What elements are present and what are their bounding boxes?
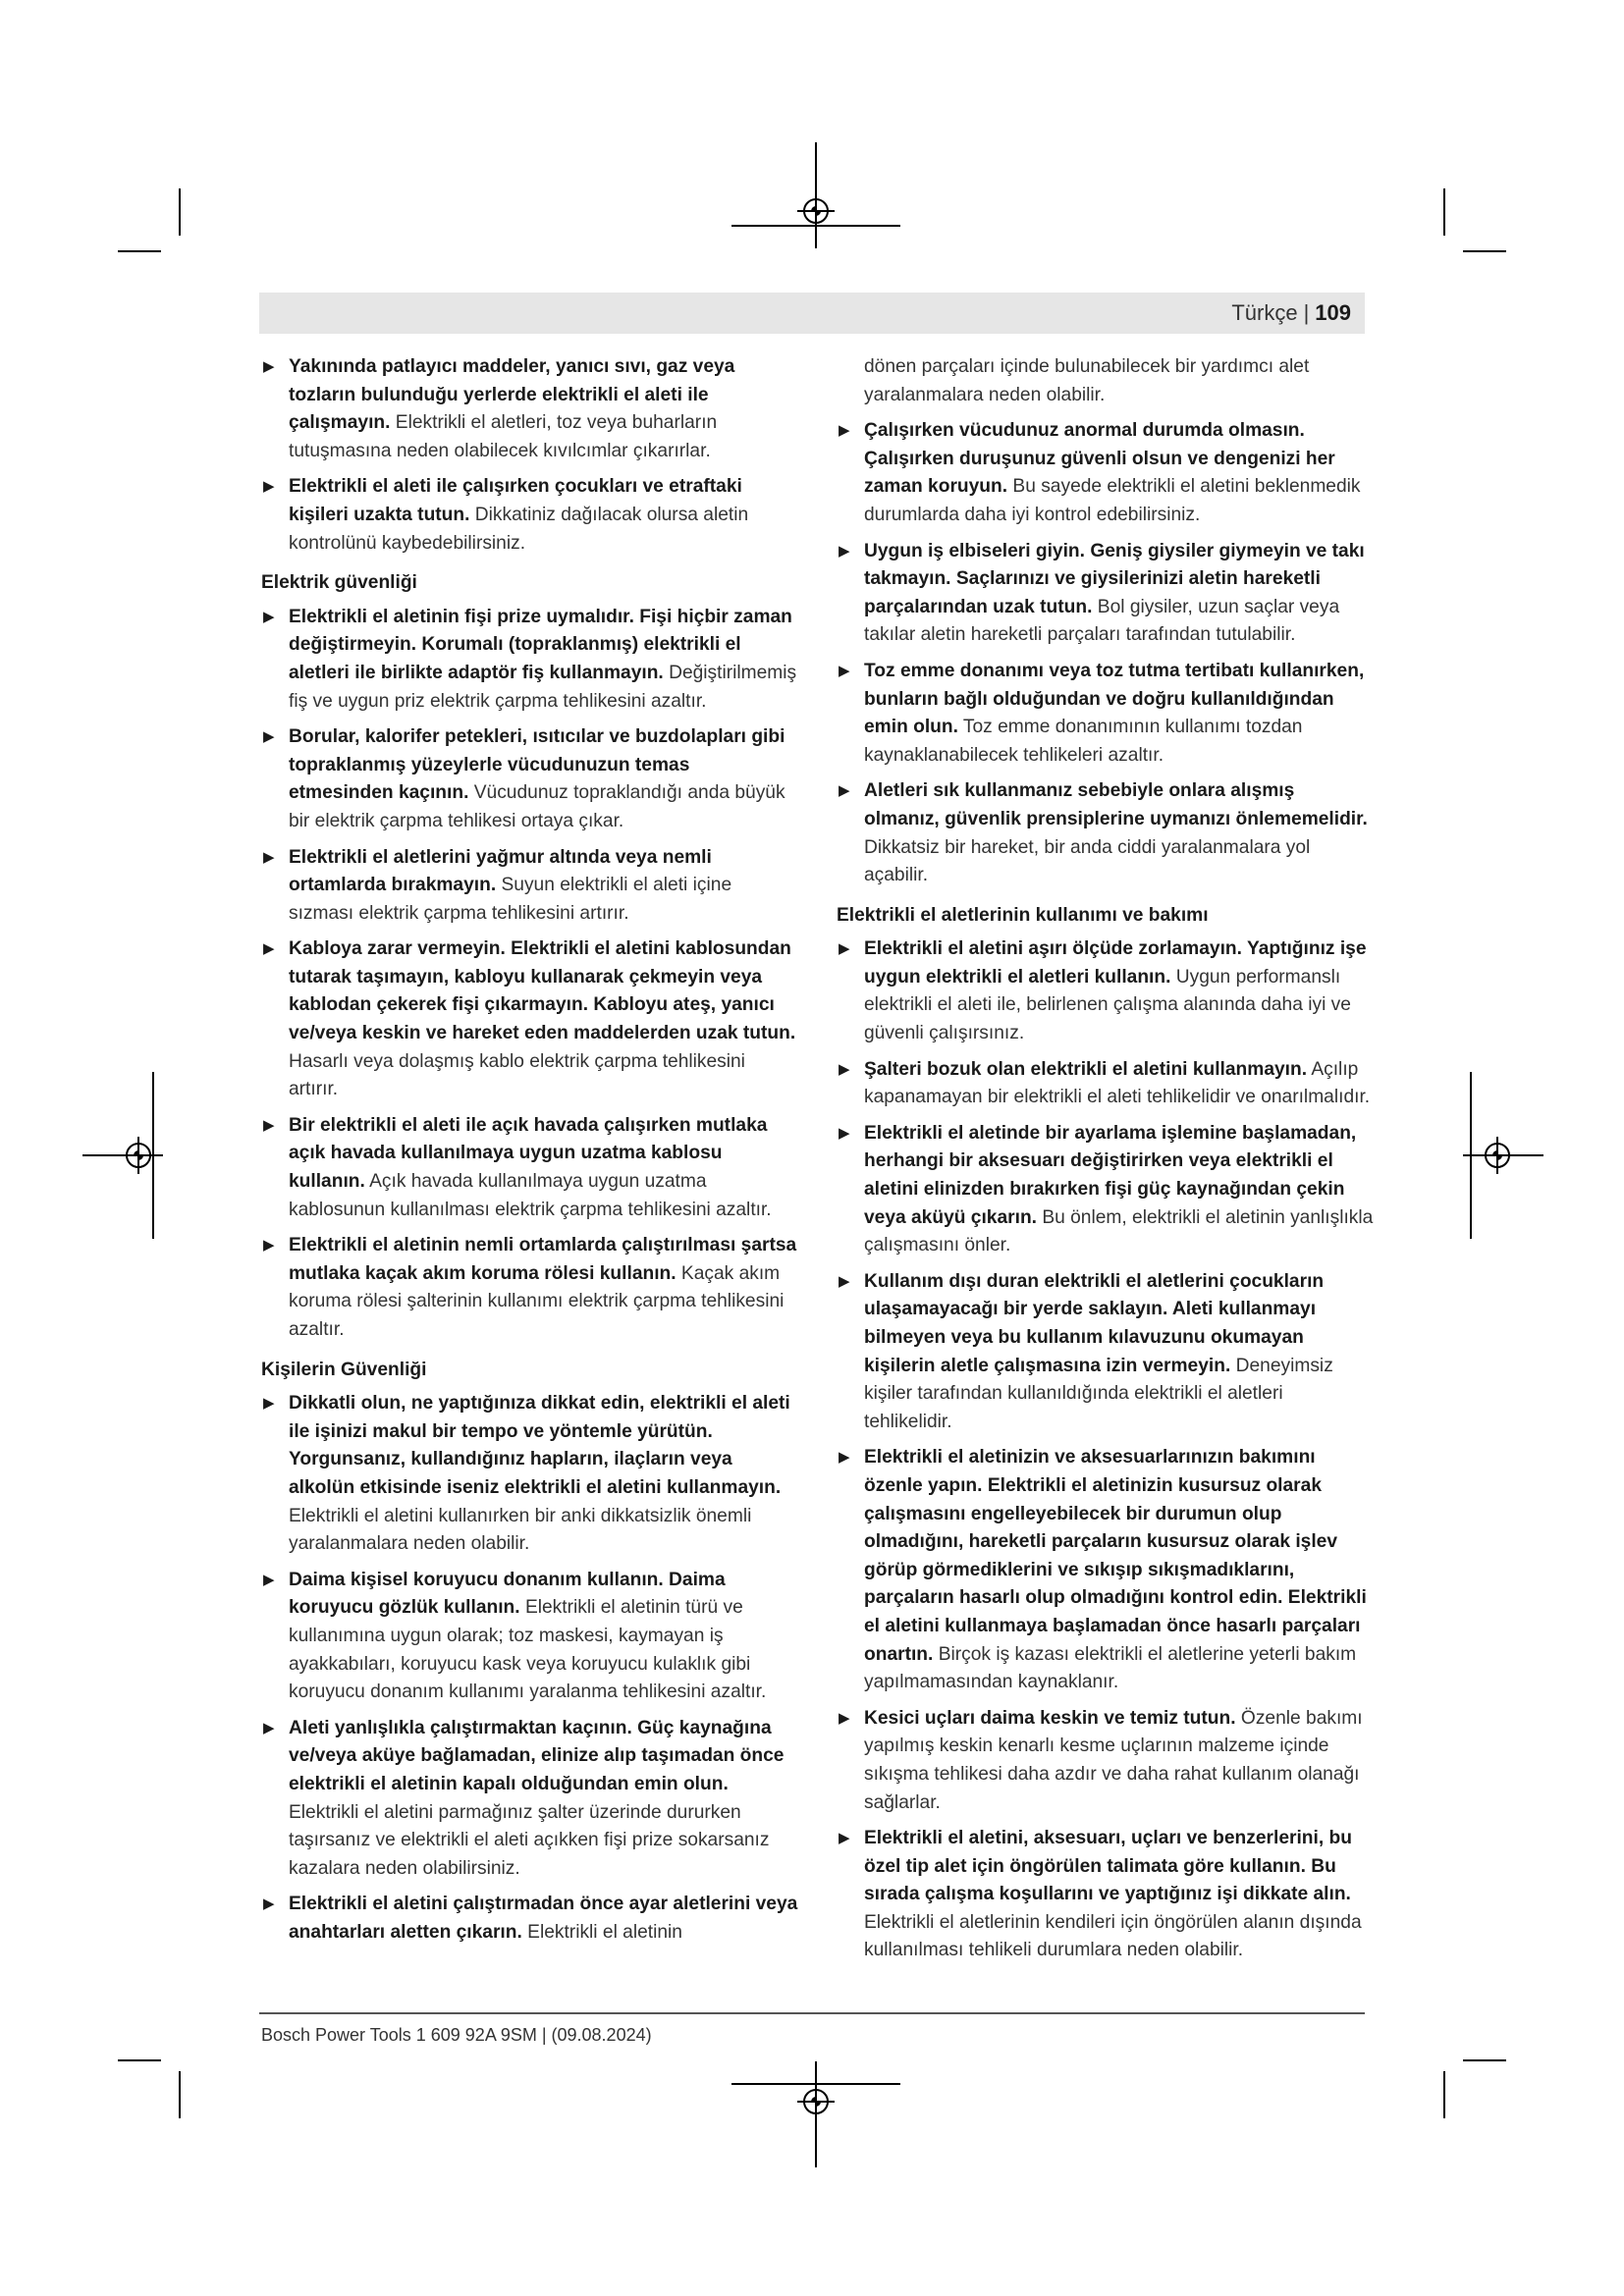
safety-item-emphasis: Elektrikli el aleti ile çalışırken çocukları ve etraftaki kişileri uzakta tutun. <box>289 476 742 525</box>
safety-item-emphasis: Aleti yanlışlıkla çalıştırmaktan kaçının. Güç kaynağına ve/veya aküye bağlamadan, elinize alıp taşımadan önce elektrikli el aletinin kapalı olduğundan emin olun. <box>289 1717 785 1794</box>
bullet-arrow-icon: ▶ <box>839 1449 850 1467</box>
safety-item <box>837 1825 1375 1965</box>
safety-item <box>837 935 1375 1047</box>
left-column <box>261 353 799 1954</box>
bullet-arrow-icon: ▶ <box>263 358 275 375</box>
registration-mark-icon <box>803 198 829 224</box>
safety-item-text: Uygun performanslı elektrikli el aleti ile, belirlenen çalışma alanında daha iyi ve güvenli çalışırsınız. <box>864 966 1351 1044</box>
page-number: 109 <box>1315 300 1351 325</box>
safety-item-emphasis: Çalışırken vücudunuz anormal durumda olmasın. Çalışırken duruşunuz güvenli olsun ve dengenizi her zaman koruyun. <box>864 420 1335 498</box>
bullet-arrow-icon: ▶ <box>839 940 850 958</box>
safety-item <box>261 1112 799 1224</box>
footer-rule <box>259 2012 1365 2014</box>
section-heading: Kişilerin Güvenliği <box>261 1359 427 1380</box>
safety-item-emphasis: Elektrikli el aletini çalıştırmadan önce ayar aletlerini veya anahtarları aletten çıkarın. <box>289 1894 798 1943</box>
bullet-arrow-icon: ▶ <box>263 608 275 625</box>
bullet-arrow-icon: ▶ <box>263 1896 275 1913</box>
crop-mark <box>179 188 181 236</box>
footer-text: Bosch Power Tools 1 609 92A 9SM | (09.08.2024) <box>261 2025 652 2045</box>
bullet-arrow-icon: ▶ <box>839 782 850 800</box>
safety-item-emphasis: Dikkatli olun, ne yaptığınıza dikkat edin, elektrikli el aleti ile işinizi makul bir tempo ve yöntemle yürütün. Yorgunsanız, kullandığınız hapların, ilaçların veya alkolün etkisinde iseniz elektrikli el aletini kullanmayın. <box>289 1393 790 1498</box>
safety-item-text: Hasarlı veya dolaşmış kablo elektrik çarpma tehlikesini artırır. <box>289 1050 745 1100</box>
safety-item-emphasis: Elektrikli el aletini, aksesuarı, uçları ve benzerlerini, bu özel tip alet için öngörülen talimata göre kullanın. Bu sırada çalışma koşullarını ve yaptığınız işi dikkate alın. <box>864 1828 1352 1905</box>
bullet-arrow-icon: ▶ <box>839 1124 850 1142</box>
safety-item-emphasis: Kesici uçları daima keskin ve temiz tutun. <box>864 1707 1236 1729</box>
bullet-arrow-icon: ▶ <box>839 1060 850 1078</box>
bullet-arrow-icon: ▶ <box>839 1830 850 1847</box>
safety-item-text: Dikkatsiz bir hareket, bir anda ciddi yaralanmalara yol açabilir. <box>864 836 1311 886</box>
safety-item <box>837 538 1375 650</box>
right-column <box>837 353 1375 1973</box>
crop-mark <box>1463 2059 1506 2061</box>
crop-mark <box>179 2071 181 2118</box>
bullet-arrow-icon: ▶ <box>263 1116 275 1134</box>
safety-item-emphasis: Toz emme donanımı veya toz tutma tertibatı kullanırken, bunların bağlı olduğundan ve doğru kullanıldığından emin olun. <box>864 660 1365 738</box>
safety-item-emphasis: Borular, kalorifer petekleri, ısıtıcılar ve buzdolapları gibi topraklanmış yüzeylerle vücudunuzun temas etmesinden kaçının. <box>289 726 785 804</box>
bullet-arrow-icon: ▶ <box>263 728 275 746</box>
safety-item-emphasis: Elektrikli el aletinde bir ayarlama işlemine başlamadan, herhangi bir aksesuarı değiştirirken veya elektrikli el aletini elinizden bırakırken fişi güç kaynağından çekin veya aküyü çıkarın. <box>864 1122 1357 1228</box>
safety-item-emphasis: Elektrikli el aletlerini yağmur altında veya nemli ortamlarda bırakmayın. <box>289 846 712 896</box>
safety-item-text: Bu önlem, elektrikli el aletinin yanlışlıkla çalışmasını önler. <box>864 1206 1374 1256</box>
header-separator: | <box>1303 300 1310 325</box>
safety-item <box>837 417 1375 529</box>
safety-item-text: Toz emme donanımının kullanımı tozdan kaynaklanabilecek tehlikeleri azaltır. <box>864 717 1303 766</box>
bullet-arrow-icon: ▶ <box>839 542 850 560</box>
safety-item-text: Bol giysiler, uzun saçlar veya takılar aletin hareketli parçaları tarafından tutulabilir. <box>864 596 1340 646</box>
safety-item <box>261 1567 799 1707</box>
safety-item <box>837 658 1375 770</box>
bullet-arrow-icon: ▶ <box>839 422 850 440</box>
safety-item <box>837 1444 1375 1696</box>
safety-item-text: Bu sayede elektrikli el aletini beklenmedik durumlarda daha iyi kontrol edebilirsiniz. <box>864 476 1361 525</box>
safety-item <box>261 844 799 929</box>
safety-item-emphasis: Elektrikli el aletinizin ve aksesuarlarınızın bakımını özenle yapın. Elektrikli el aletinizin kusursuz olarak çalışmasını engelleyebilecek bir durumun olup olmadığını, hareketli parçaların kusursuz olarak işlev görüp görmediklerini ve sıkışıp sıkışmadıklarını, parçaların hasarlı olup olmadığını kontrol edin. Elektrikli el aletini kullanmaya başlamadan önce hasarlı parçaları onartın. <box>864 1447 1367 1665</box>
bullet-arrow-icon: ▶ <box>263 848 275 866</box>
safety-item <box>261 935 799 1104</box>
safety-item <box>261 1232 799 1344</box>
safety-item-text: Elektrikli el aletini kullanırken bir anki dikkatsizlik önemli yaralanmalara neden olabilir. <box>289 1505 752 1555</box>
safety-item-text: Açılıp kapanamayan bir elektrikli el aleti tehlikelidir ve onarılmalıdır. <box>864 1058 1371 1108</box>
safety-item <box>837 777 1375 889</box>
safety-item <box>837 1120 1375 1260</box>
header-text <box>1231 298 1351 328</box>
safety-item-text: Elektrikli el aletini parmağınız şalter üzerinde dururken taşırsanız ve elektrikli el aleti açıkken fişi prize sokarsanız kazalara neden olabilirsiniz. <box>289 1801 770 1879</box>
safety-item-text: Kaçak akım koruma rölesi şalterinin kullanımı elektrik çarpma tehlikesini azaltır. <box>289 1262 785 1340</box>
safety-item-emphasis: Kabloya zarar vermeyin. Elektrikli el aletini kablosundan tutarak taşımayın, kabloyu kullanarak çekmeyin veya kablodan çekerek fişi çıkarmayın. Kabloyu ateş, yanıcı ve/veya keskin ve hareket eden maddelerden uzak tutun. <box>289 938 796 1044</box>
crop-mark <box>118 250 161 252</box>
bullet-arrow-icon: ▶ <box>263 1237 275 1255</box>
bullet-arrow-icon: ▶ <box>263 478 275 496</box>
safety-item-emphasis: Daima kişisel koruyucu donanım kullanın. Daima koruyucu gözlük kullanın. <box>289 1569 726 1619</box>
safety-item-text: Birçok iş kazası elektrikli el aletlerine yeterli bakım yapılmamasından kaynaklanır. <box>864 1643 1357 1693</box>
safety-item <box>261 723 799 835</box>
page-header <box>259 293 1365 334</box>
safety-item-emphasis: Aletleri sık kullanmanız sebebiyle onlara alışmış olmanız, güvenlik prensiplerine uymanızı önlememelidir. <box>864 780 1368 829</box>
header-language: Türkçe <box>1231 300 1298 325</box>
safety-item-text: Değiştirilmemiş fiş ve uygun priz elektrik çarpma tehlikesini azaltır. <box>289 662 797 712</box>
safety-item-text: Elektrikli el aletinin türü ve kullanımına uygun olarak; toz maskesi, kaymayan iş ayakkabıları, koruyucu kask veya koruyucu kulaklık gibi koruyucu donanım kullanımı yaralanma tehlikesini azaltır. <box>289 1597 767 1703</box>
safety-item <box>261 353 799 465</box>
safety-item-emphasis: Elektrikli el aletinin nemli ortamlarda çalıştırılması şartsa mutlaka kaçak akım koruma rölesi kullanın. <box>289 1235 797 1284</box>
bullet-arrow-icon: ▶ <box>839 1272 850 1290</box>
crop-mark <box>118 2059 161 2061</box>
bullet-arrow-icon: ▶ <box>839 1709 850 1727</box>
safety-item-text: Özenle bakımı yapılmış keskin kenarlı kesme uçlarının malzeme içinde sıkışma tehlikesi daha azdır ve daha rahat kullanım olanağı sağlarlar. <box>864 1707 1363 1813</box>
bullet-arrow-icon: ▶ <box>839 662 850 679</box>
registration-mark-icon <box>126 1143 151 1168</box>
safety-item <box>261 604 799 716</box>
safety-item-text: Dikkatiniz dağılacak olursa aletin kontrolünü kaybedebilirsiniz. <box>289 504 749 554</box>
safety-item <box>837 1056 1375 1112</box>
safety-item-emphasis: Elektrikli el aletinin fişi prize uymalıdır. Fişi hiçbir zaman değiştirmeyin. Korumalı (topraklanmış) elektrikli el aletleri ile birlikte adaptör fiş kullanmayın. <box>289 606 792 683</box>
safety-item-text: Suyun elektrikli el aleti içine sızması elektrik çarpma tehlikesini artırır. <box>289 875 732 924</box>
crop-mark <box>1443 2071 1445 2118</box>
safety-item <box>837 1268 1375 1437</box>
crop-mark <box>1443 188 1445 236</box>
safety-item-text: Açık havada kullanılmaya uygun uzatma kablosunun kullanılması elektrik çarpma tehlikesini azaltır. <box>289 1171 772 1220</box>
section-heading: Elektrikli el aletlerinin kullanımı ve bakımı <box>837 904 1209 926</box>
safety-item-emphasis: Bir elektrikli el aleti ile açık havada çalışırken mutlaka açık havada kullanılmaya uygun uzatma kablosu kullanın. <box>289 1114 768 1193</box>
crop-mark <box>1463 250 1506 252</box>
section-heading: Elektrik güvenliği <box>261 572 417 594</box>
continued-text: dönen parçaları içinde bulunabilecek bir yardımcı alet yaralanmalara neden olabilir. <box>864 356 1310 405</box>
safety-item-emphasis: Yakınında patlayıcı maddeler, yanıcı sıvı, gaz veya tozların bulunduğu yerlerde elektrikli el aleti ile çalışmayın. <box>289 356 735 434</box>
registration-mark-icon <box>1485 1143 1510 1168</box>
safety-item <box>261 1715 799 1884</box>
bullet-arrow-icon: ▶ <box>263 940 275 958</box>
safety-item-text: Elektrikli el aletleri, toz veya buharların tutuşmasına neden olabilecek kıvılcımlar çıkarırlar. <box>289 412 718 461</box>
safety-item-text: Elektrikli el aletlerinin kendileri için öngörülen alanın dışında kullanılması tehlikeli durumlara neden olabilir. <box>864 1911 1362 1961</box>
bullet-arrow-icon: ▶ <box>263 1395 275 1413</box>
safety-item <box>261 473 799 558</box>
safety-item-text: Vücudunuz topraklandığı anda büyük bir elektrik çarpma tehlikesi ortaya çıkar. <box>289 782 785 831</box>
registration-mark-icon <box>803 2089 829 2114</box>
safety-item-emphasis: Kullanım dışı duran elektrikli el aletlerini çocukların ulaşamayacağı bir yerde saklayın. Aleti kullanmayı bilmeyen veya bu kullanım kılavuzunu okumayan kişilerin aletle çalışmasına izin vermeyin. <box>864 1270 1325 1376</box>
registration-line <box>1470 1072 1472 1239</box>
safety-item <box>837 1705 1375 1817</box>
safety-item-emphasis: Elektrikli el aletini aşırı ölçüde zorlamayın. Yaptığınız işe uygun elektrikli el aletleri kullanın. <box>864 938 1367 988</box>
bullet-arrow-icon: ▶ <box>263 1571 275 1588</box>
safety-item <box>261 1390 799 1559</box>
bullet-arrow-icon: ▶ <box>263 1719 275 1736</box>
safety-item <box>261 1891 799 1947</box>
safety-item-emphasis: Şalteri bozuk olan elektrikli el aletini kullanmayın. <box>864 1058 1308 1080</box>
safety-item-emphasis: Uygun iş elbiseleri giyin. Geniş giysiler giymeyin ve takı takmayın. Saçlarınızı ve giysilerinizi aletin hareketli parçalarından uzak tutun. <box>864 540 1365 617</box>
safety-item-text: Deneyimsiz kişiler tarafından kullanıldığında elektrikli el aletleri tehlikelidir. <box>864 1355 1333 1432</box>
safety-item-text: Elektrikli el aletinin <box>521 1921 682 1943</box>
